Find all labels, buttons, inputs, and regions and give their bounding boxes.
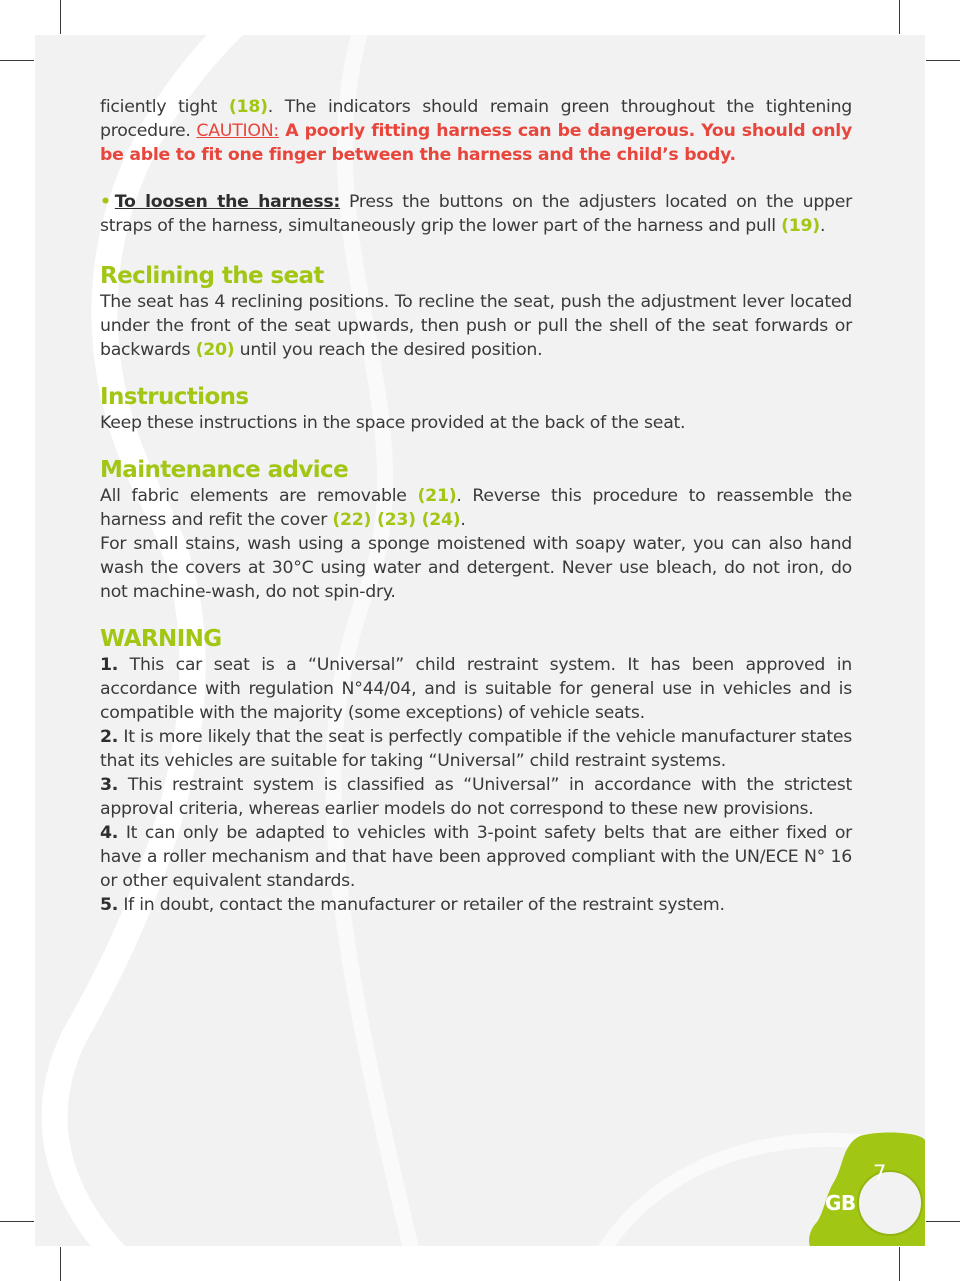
warning-item <box>100 893 852 917</box>
figure-reference: (22) (23) (24) <box>332 510 461 530</box>
warning-item-text: It is more likely that the seat is perfectly compatible if the vehicle manufacturer states that its vehicles are suitable for taking “Universal” child restraint systems. <box>100 727 852 771</box>
heading-warning: WARNING <box>100 626 222 652</box>
figure-reference: (21) <box>417 486 457 506</box>
warning-item <box>100 773 852 821</box>
crop-mark-top-right-v <box>899 0 900 34</box>
text-run: . The indicators should remain green throughout the tightening procedure. <box>100 97 853 141</box>
figure-reference: (18) <box>228 97 268 117</box>
warning-item-number: 4. <box>100 823 119 843</box>
crop-mark-bottom-right-h <box>926 1221 960 1222</box>
text-run: ficiently tight <box>100 97 229 117</box>
country-code-badge: GB <box>825 1191 856 1215</box>
instructions-paragraph: Keep these instructions in the space provided at the back of the seat. <box>100 413 686 433</box>
bullet-icon: • <box>100 192 111 212</box>
manual-page <box>35 35 925 1246</box>
text-run: All fabric elements are removable <box>100 486 418 506</box>
page-tab-graphic <box>805 1130 925 1246</box>
loosen-harness-label: To loosen the harness: <box>114 192 341 212</box>
warning-item-number: 5. <box>100 895 119 915</box>
crop-mark-top-left-h <box>0 60 34 61</box>
figure-reference: (19) <box>781 216 820 236</box>
figure-reference: (20) <box>195 340 235 360</box>
heading-maintenance-advice: Maintenance advice <box>100 457 349 483</box>
heading-instructions: Instructions <box>100 384 249 410</box>
warning-item <box>100 821 852 893</box>
maintenance-paragraph-2: For small stains, wash using a sponge moistened with soapy water, you can also hand wash the covers at 30°C using water and detergent. Never use bleach, do not iron, do not machine-wash, do not spin-dry. <box>100 534 852 602</box>
text-run: . <box>460 510 466 530</box>
warning-item-text: If in doubt, contact the manufacturer or retailer of the restraint system. <box>118 895 725 915</box>
maintenance-paragraph-1 <box>100 484 852 532</box>
heading-reclining-seat: Reclining the seat <box>100 263 324 289</box>
text-run: . <box>819 216 826 236</box>
text-run: Press the buttons on the adjusters located on the upper straps of the harness, simultaneously grip the lower part of the harness and pull <box>100 192 853 236</box>
caution-text: A poorly fitting harness can be dangerous. You should only be able to fit one finger between the harness and the child’s body. <box>100 121 852 165</box>
warning-item-text: This restraint system is classified as “Universal” in accordance with the strictest approval criteria, whereas earlier models do not correspond to these new provisions. <box>100 775 852 819</box>
text-run: until you reach the desired position. <box>234 340 543 360</box>
warning-item <box>100 725 852 773</box>
text-run: . Reverse this procedure to reassemble the harness and refit the cover <box>100 486 852 530</box>
text-run: The seat has 4 reclining positions. To recline the seat, push the adjustment lever located under the front of the seat upwards, then push or pull the shell of the seat forwards or backwards <box>100 292 852 360</box>
harness-tightening-paragraph <box>100 95 852 167</box>
crop-mark-top-right-h <box>926 60 960 61</box>
warning-item <box>100 653 852 725</box>
page-number: 7 <box>873 1161 887 1185</box>
warning-item-text: This car seat is a “Universal” child restraint system. It has been approved in accordance with regulation N°44/04, and is suitable for general use in vehicles and is compatible with the majority (some exceptions) of vehicle seats. <box>100 655 852 723</box>
crop-mark-bottom-left-v <box>60 1247 61 1281</box>
reclining-paragraph <box>100 290 852 362</box>
crop-mark-bottom-right-v <box>899 1247 900 1281</box>
warning-item-number: 1. <box>100 655 119 675</box>
loosen-harness-paragraph <box>100 190 852 238</box>
caution-label: CAUTION: <box>196 121 279 141</box>
crop-mark-top-left-v <box>60 0 61 34</box>
warning-item-number: 2. <box>100 727 119 747</box>
crop-mark-bottom-left-h <box>0 1221 34 1222</box>
warning-item-number: 3. <box>100 775 119 795</box>
content-column <box>100 95 852 917</box>
warning-item-text: It can only be adapted to vehicles with 3-point safety belts that are either fixed or have a roller mechanism and that have been approved compliant with the UN/ECE N° 16 or other equivalent standards. <box>100 823 852 891</box>
